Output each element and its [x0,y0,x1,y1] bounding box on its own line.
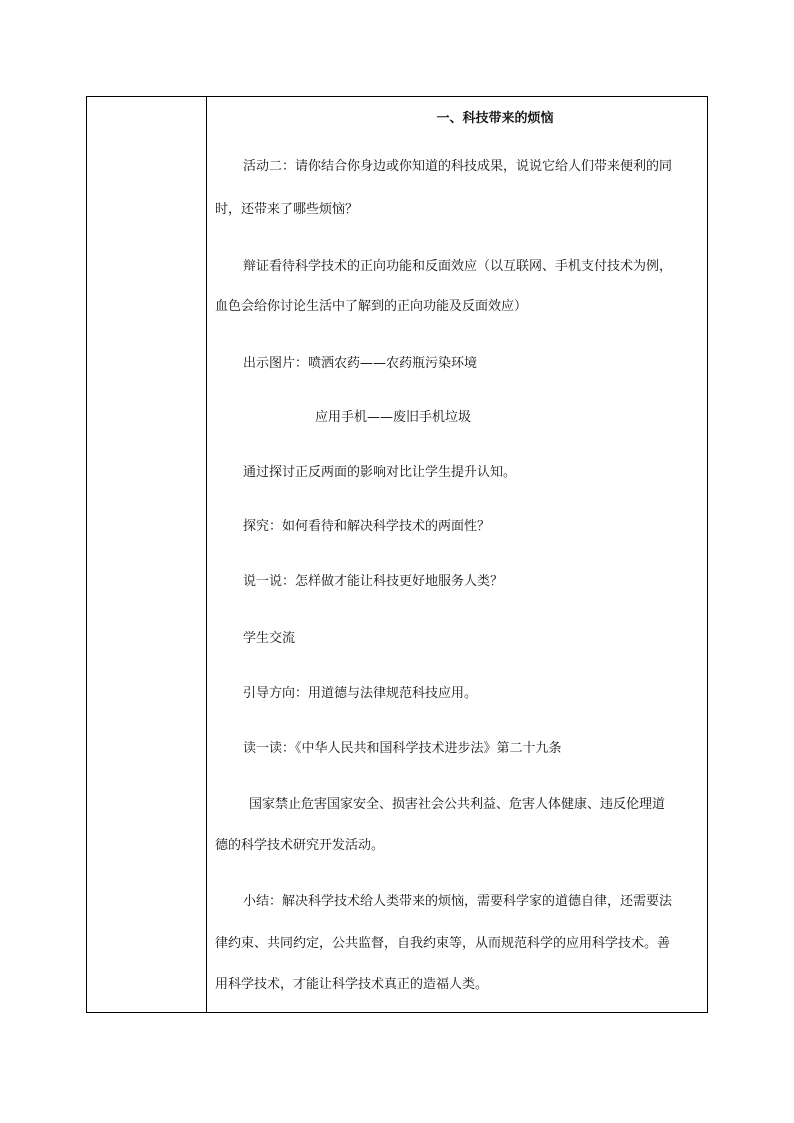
activity2-line2: 时，还带来了哪些烦恼？ [215,202,359,217]
exchange-text: 学生交流 [243,631,296,646]
dialectic-line1: 辩证看待科学技术的正向功能和反面效应（以互联网、手机支付技术为例， [243,259,673,274]
dialectic-line2: 血色会给你讨论生活中了解到的正向功能及反面效应） [215,299,528,314]
read-text: 读一读：《中华人民共和国科学技术进步法》第二十九条 [243,741,562,756]
summary-line1: 小结：解决科学技术给人类带来的烦恼，需要科学家的道德自律，还需要法 [243,894,673,909]
guide-text: 引导方向：用道德与法律规范科技应用。 [243,686,478,701]
law-line1: 国家禁止危害国家安全、损害社会公共利益、危害人体健康、违反伦理道 [249,797,666,812]
pictures-line2: 应用手机——废旧手机垃圾 [315,410,472,425]
content-cell [207,97,707,1012]
explore-text: 探究：如何看待和解决科学技术的两面性？ [243,519,491,534]
section-title: 一、科技带来的烦恼 [436,111,554,126]
cognition-text: 通过探讨正反两面的影响对比让学生提升认知。 [243,465,517,480]
activity2-line1: 活动二：请你结合你身边或你知道的科技成果，说说它给人们带来便利的同 [243,159,673,174]
summary-line3: 用科学技术，才能让科学技术真正的造福人类。 [215,977,489,992]
law-line2: 德的科学技术研究开发活动。 [215,838,385,853]
summary-line2: 律约束、共同约定，公共监督，自我约束等，从而规范科学的应用科学技术。善 [215,936,671,951]
say-text: 说一说：怎样做才能让科技更好地服务人类？ [243,574,504,589]
lesson-table [86,96,708,1013]
pictures-line1: 出示图片：喷洒农药——农药瓶污染环境 [243,356,478,371]
left-column-cell [87,97,207,1012]
